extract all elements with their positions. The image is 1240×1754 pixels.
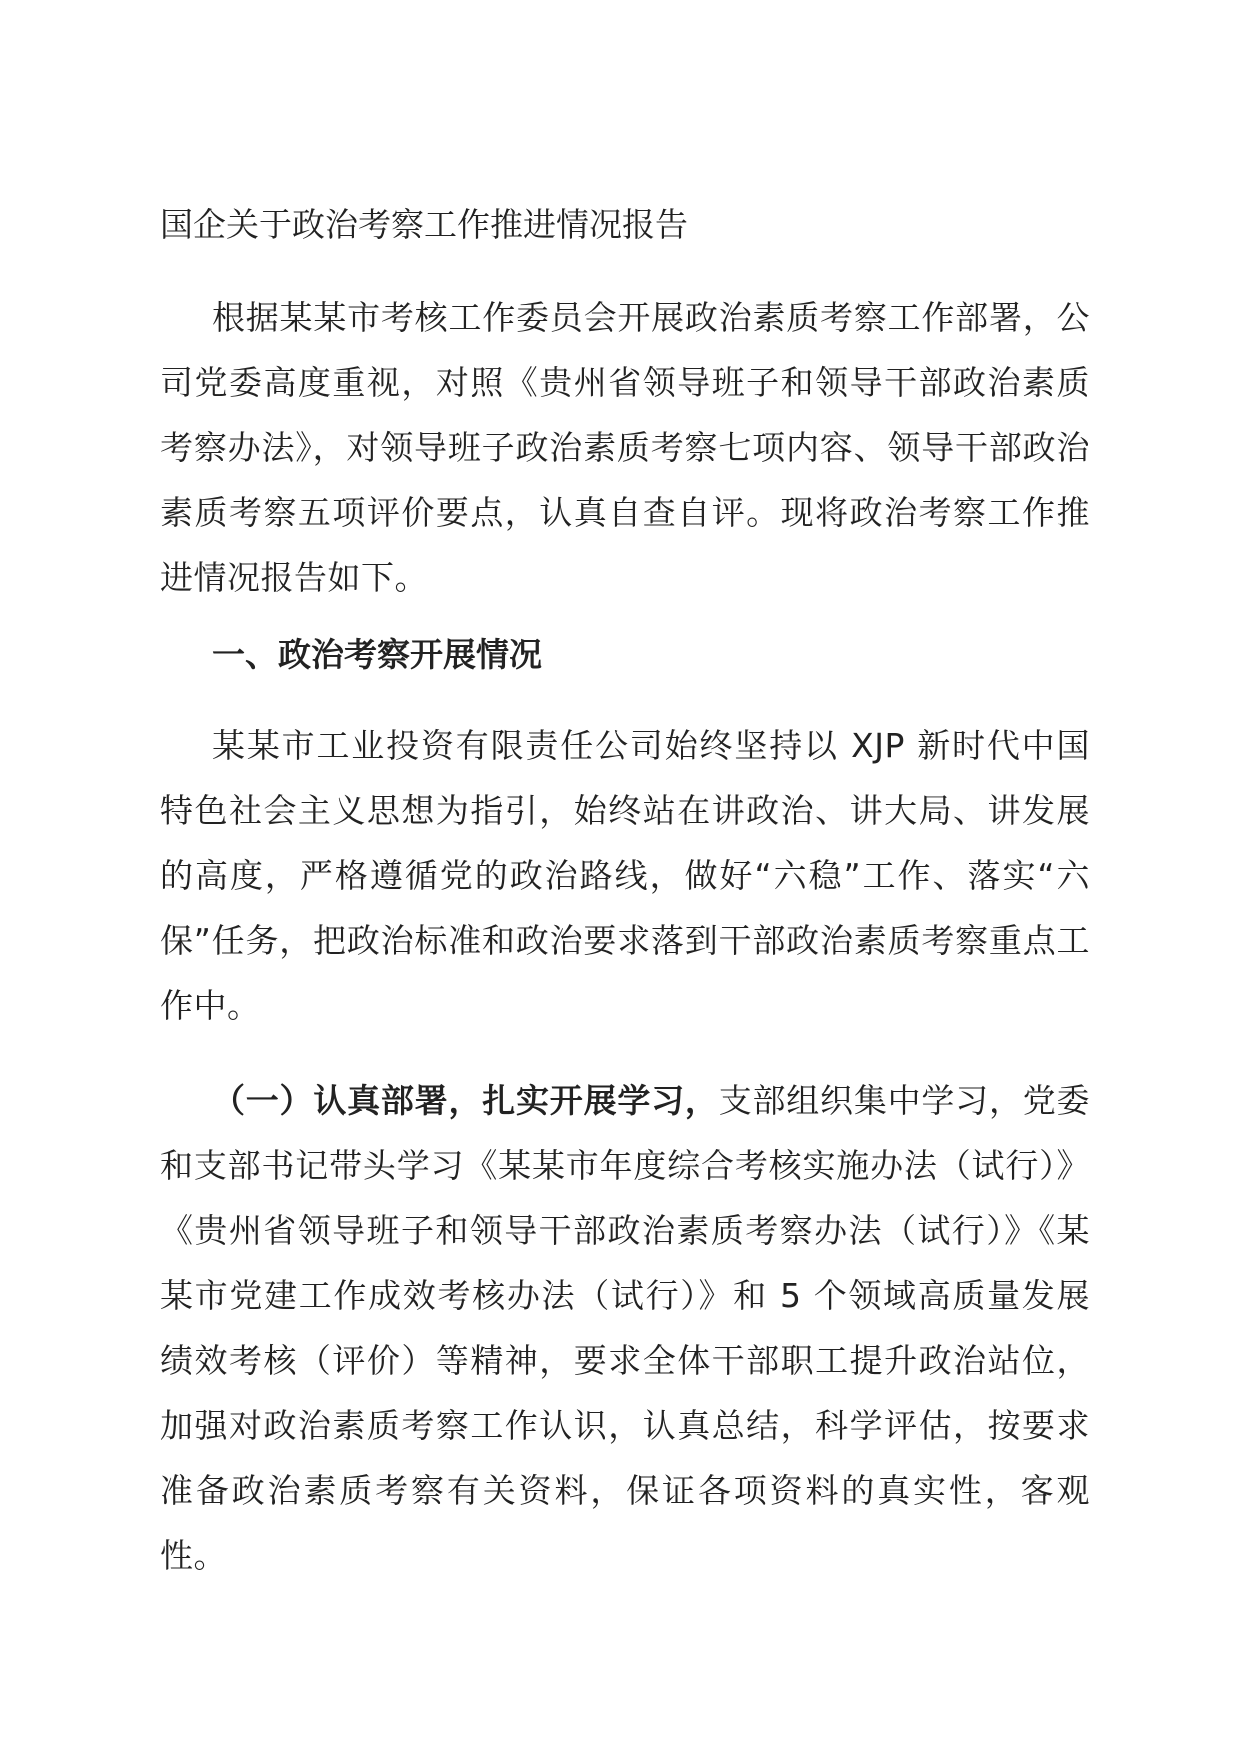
section-heading: 一、政治考察开展情况 <box>212 635 542 674</box>
section-body-paragraph: 某某市工业投资有限责任公司始终坚持以 XJP 新时代中国特色社会主义思想为指引，始终站在讲政治、讲大局、讲发展的高度，严格遵循党的政治路线，做好“六稳”工作、落实“六保”任务，把政治标准和政治要求落到干部政治素质考察重点工作中。 <box>160 726 1090 1025</box>
document-page <box>160 0 1100 1754</box>
subsection-lead: （一）认真部署，扎实开展学习， <box>212 1081 719 1120</box>
document-title: 国企关于政治考察工作推进情况报告 <box>160 205 688 244</box>
intro-paragraph: 根据某某市考核工作委员会开展政治素质考察工作部署，公司党委高度重视，对照《贵州省领导班子和领导干部政治素质考察办法》，对领导班子政治素质考察七项内容、领导干部政治素质考察五项评价要点，认真自查自评。现将政治考察工作推进情况报告如下。 <box>160 298 1090 597</box>
subsection-paragraph <box>160 1068 1090 1588</box>
subsection-body: 支部组织集中学习，党委和支部书记带头学习《某某市年度综合考核实施办法（试行）》《贵州省领导班子和领导干部政治素质考察办法（试行）》《某某市党建工作成效考核办法（试行）》和 5 个领域高质量发展绩效考核（评价）等精神，要求全体干部职工提升政治站位，加强对政治素质考察工作认识，认真总结，科学评估，按要求准备政治素质考察有关资料，保证各项资料的真实性，客观性。 <box>160 1081 1091 1575</box>
